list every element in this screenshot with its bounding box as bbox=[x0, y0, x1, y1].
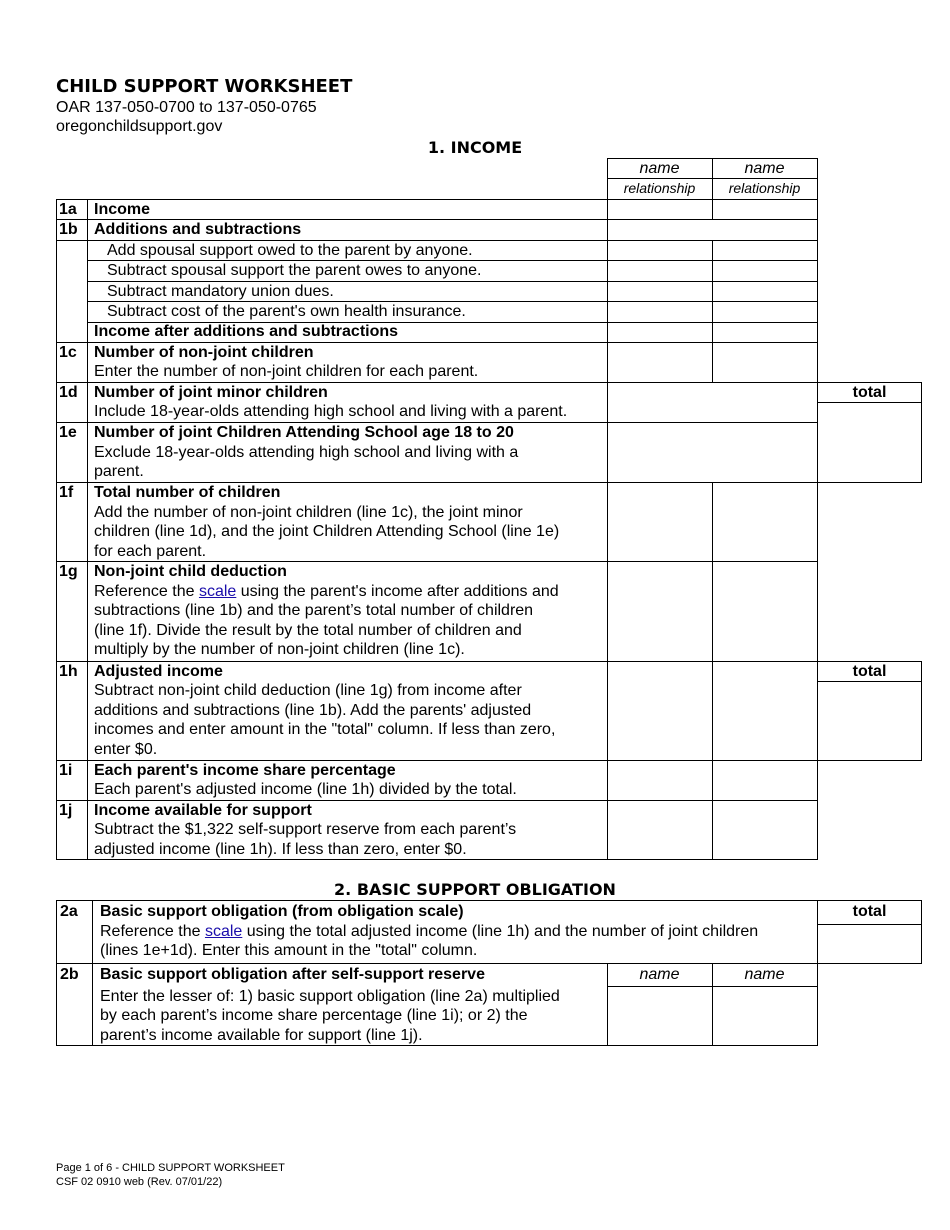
line-1f-description: Add the number of non-joint children (line 1c), the joint minor bbox=[94, 504, 523, 521]
line-1b-result-label: Income after additions and subtractions bbox=[94, 323, 399, 340]
line-1h-description: Subtract non-joint child deduction (line 1g) from income after bbox=[94, 682, 522, 699]
line-1e-description: Exclude 18-year-olds attending high school and living with a bbox=[94, 444, 519, 461]
line-1h-description: enter $0. bbox=[94, 741, 158, 758]
line-2b-description: by each parent’s income share percentage (line 1i); or 2) the bbox=[100, 1007, 528, 1024]
line-1f-description: for each parent. bbox=[94, 543, 207, 560]
footer-page-info: Page 1 of 6 - CHILD SUPPORT WORKSHEET bbox=[56, 1162, 285, 1174]
line-2a-label: Basic support obligation (from obligation scale) bbox=[100, 903, 464, 920]
line-1h-label: Adjusted income bbox=[94, 663, 223, 680]
line-1b-item: Add spousal support owed to the parent by anyone. bbox=[107, 242, 473, 259]
line-1g-description: multiply by the number of non-joint children (line 1c). bbox=[94, 641, 465, 658]
line-2a-description-pre: Reference the bbox=[100, 923, 205, 940]
line-1h-description: additions and subtractions (line 1b). Add the parents' adjusted bbox=[94, 702, 532, 719]
line-1j-description: adjusted income (line 1h). If less than zero, enter $0. bbox=[94, 841, 467, 858]
line-number-1j: 1j bbox=[59, 802, 73, 819]
line-number-1d: 1d bbox=[59, 384, 78, 401]
line-number-2b: 2b bbox=[60, 966, 79, 983]
line-number-1h: 1h bbox=[59, 663, 78, 680]
line-1e-description: parent. bbox=[94, 463, 144, 480]
line-1g-description: (line 1f). Divide the result by the total number of children and bbox=[94, 622, 522, 639]
line-1h-description: incomes and enter amount in the "total" column. If less than zero, bbox=[94, 721, 556, 738]
line-1b-label: Additions and subtractions bbox=[94, 221, 302, 238]
line-2b-description: parent’s income available for support (line 1j). bbox=[100, 1027, 423, 1044]
line-number-1g: 1g bbox=[59, 563, 78, 580]
line-1i-label: Each parent's income share percentage bbox=[94, 762, 396, 779]
line-2a-description-post: using the total adjusted income (line 1h) and the number of joint children bbox=[242, 923, 759, 940]
line-number-1a: 1a bbox=[59, 201, 77, 218]
scale-link[interactable]: scale bbox=[204, 923, 243, 940]
line-1d-description: Include 18-year-olds attending high school and living with a parent. bbox=[94, 403, 568, 420]
line-2b-description: Enter the lesser of: 1) basic support obligation (line 2a) multiplied bbox=[100, 988, 560, 1005]
line-1i-description: Each parent's adjusted income (line 1h) divided by the total. bbox=[94, 781, 517, 798]
line-1g-description: subtractions (line 1b) and the parent’s total number of children bbox=[94, 602, 534, 619]
line-number-2a: 2a bbox=[60, 903, 78, 920]
parent-1-name-header-2b: name bbox=[639, 966, 680, 983]
line-1b-item: Subtract mandatory union dues. bbox=[107, 283, 334, 300]
line-1g-description-pre: Reference the bbox=[94, 583, 199, 600]
line-1g-description-post: using the parent's income after additions and bbox=[236, 583, 559, 600]
parent-2-name-header: name bbox=[744, 160, 785, 177]
line-2a-description bbox=[100, 922, 758, 942]
line-1g-label: Non-joint child deduction bbox=[94, 563, 287, 580]
total-column-header-1d: total bbox=[852, 384, 887, 401]
total-column-header-2a: total bbox=[852, 903, 887, 920]
parent-1-name-header: name bbox=[639, 160, 680, 177]
line-1b-item: Subtract cost of the parent's own health insurance. bbox=[107, 303, 466, 320]
line-1b-item: Subtract spousal support the parent owes to anyone. bbox=[107, 262, 482, 279]
section-2-title: 2. BASIC SUPPORT OBLIGATION bbox=[334, 880, 616, 899]
rule-reference: OAR 137-050-0700 to 137-050-0765 bbox=[56, 99, 317, 116]
line-1c-label: Number of non-joint children bbox=[94, 344, 314, 361]
line-2b-label: Basic support obligation after self-support reserve bbox=[100, 966, 485, 983]
line-number-1b: 1b bbox=[59, 221, 78, 238]
line-1g-description bbox=[94, 582, 559, 602]
total-column-header-1h: total bbox=[852, 663, 887, 680]
section-1-title: 1. INCOME bbox=[427, 138, 523, 157]
line-1a-label: Income bbox=[94, 201, 151, 218]
line-number-1i: 1i bbox=[59, 762, 73, 779]
scale-link[interactable]: scale bbox=[198, 583, 237, 600]
line-2a-description: (lines 1e+1d). Enter this amount in the "total" column. bbox=[100, 942, 478, 959]
line-number-1e: 1e bbox=[59, 424, 77, 441]
line-1j-label: Income available for support bbox=[94, 802, 312, 819]
website-text: oregonchildsupport.gov bbox=[56, 118, 223, 135]
footer-form-id: CSF 02 0910 web (Rev. 07/01/22) bbox=[56, 1176, 223, 1188]
line-1j-description: Subtract the $1,322 self-support reserve from each parent’s bbox=[94, 821, 517, 838]
parent-2-relationship-header: relationship bbox=[728, 180, 801, 196]
line-number-1f: 1f bbox=[59, 484, 74, 501]
parent-2-name-header-2b: name bbox=[744, 966, 785, 983]
line-1e-label: Number of joint Children Attending School age 18 to 20 bbox=[94, 424, 514, 441]
page-title: CHILD SUPPORT WORKSHEET bbox=[56, 76, 353, 97]
line-1f-label: Total number of children bbox=[94, 484, 281, 501]
line-number-1c: 1c bbox=[59, 344, 77, 361]
parent-1-relationship-header: relationship bbox=[623, 180, 696, 196]
line-1c-description: Enter the number of non-joint children for each parent. bbox=[94, 363, 479, 380]
line-1f-description: children (line 1d), and the joint Children Attending School (line 1e) bbox=[94, 523, 560, 540]
line-1d-label: Number of joint minor children bbox=[94, 384, 328, 401]
